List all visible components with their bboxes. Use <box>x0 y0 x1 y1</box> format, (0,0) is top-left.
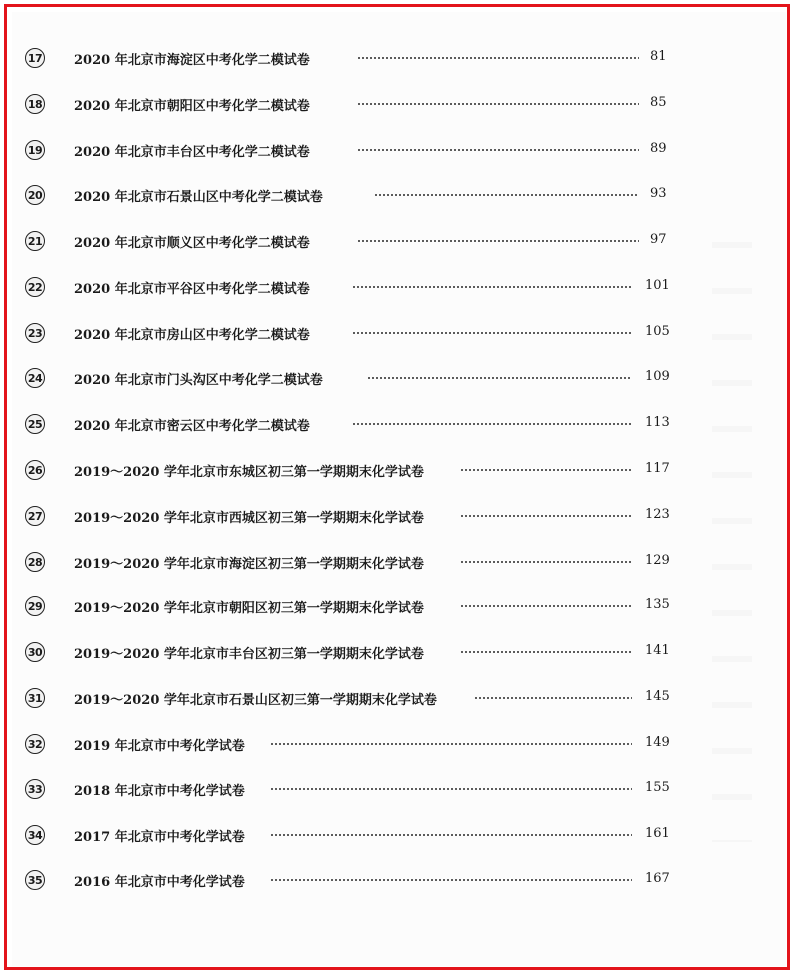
entry-page: 155 <box>645 780 670 795</box>
toc-entry[interactable] <box>12 776 786 808</box>
entry-title: 2019 年北京市中考化学试卷 <box>74 739 245 754</box>
toc-entry[interactable] <box>12 91 786 123</box>
toc-entry[interactable] <box>12 365 786 397</box>
entry-number-badge: 21 <box>25 231 45 251</box>
dot-leader <box>357 57 639 59</box>
entry-title: 2016 年北京市中考化学试卷 <box>74 875 245 890</box>
entry-title: 2020 年北京市石景山区中考化学二模试卷 <box>74 190 323 205</box>
dot-leader <box>460 515 632 517</box>
toc-entry[interactable] <box>12 685 786 717</box>
toc-entry[interactable] <box>12 45 786 77</box>
entry-number-badge: 17 <box>25 48 45 68</box>
entry-number-badge: 26 <box>25 460 45 480</box>
toc-entry[interactable] <box>12 503 786 535</box>
entry-title: 2017 年北京市中考化学试卷 <box>74 830 245 845</box>
entry-page: 117 <box>645 461 670 476</box>
entry-number-badge: 32 <box>25 734 45 754</box>
entry-page: 81 <box>650 49 667 64</box>
dot-leader <box>270 743 632 745</box>
dot-leader <box>460 651 632 653</box>
entry-number-badge: 33 <box>25 779 45 799</box>
dot-leader <box>460 605 632 607</box>
dot-leader <box>460 469 632 471</box>
dot-leader <box>474 697 632 699</box>
entry-title: 2020 年北京市朝阳区中考化学二模试卷 <box>74 99 310 114</box>
entry-number-badge: 24 <box>25 368 45 388</box>
dot-leader <box>270 834 632 836</box>
entry-title: 2019～2020 学年北京市海淀区初三第一学期期末化学试卷 <box>74 557 424 572</box>
dot-leader <box>367 377 632 379</box>
entry-number-badge: 23 <box>25 323 45 343</box>
dot-leader <box>357 103 639 105</box>
entry-page: 135 <box>645 597 670 612</box>
entry-page: 149 <box>645 735 670 750</box>
entry-page: 113 <box>645 415 670 430</box>
entry-title: 2020 年北京市丰台区中考化学二模试卷 <box>74 145 310 160</box>
entry-number-badge: 29 <box>25 596 45 616</box>
entry-title: 2018 年北京市中考化学试卷 <box>74 784 245 799</box>
toc-entry[interactable] <box>12 228 786 260</box>
entry-title: 2020 年北京市顺义区中考化学二模试卷 <box>74 236 310 251</box>
entry-title: 2020 年北京市密云区中考化学二模试卷 <box>74 419 310 434</box>
entry-page: 123 <box>645 507 670 522</box>
entry-page: 89 <box>650 141 667 156</box>
entry-page: 161 <box>645 826 670 841</box>
toc-entry[interactable] <box>12 593 786 625</box>
entry-page: 93 <box>650 186 667 201</box>
dot-leader <box>352 286 632 288</box>
entry-page: 101 <box>645 278 670 293</box>
dot-leader <box>357 149 639 151</box>
entry-number-badge: 34 <box>25 825 45 845</box>
dot-leader <box>357 240 639 242</box>
entry-title: 2019～2020 学年北京市石景山区初三第一学期期末化学试卷 <box>74 693 437 708</box>
toc-entry[interactable] <box>12 549 786 581</box>
entry-title: 2019～2020 学年北京市东城区初三第一学期期末化学试卷 <box>74 465 424 480</box>
entry-page: 145 <box>645 689 670 704</box>
dot-leader <box>374 194 639 196</box>
dot-leader <box>270 879 632 881</box>
entry-number-badge: 27 <box>25 506 45 526</box>
entry-title: 2020 年北京市房山区中考化学二模试卷 <box>74 328 310 343</box>
entry-title: 2019～2020 学年北京市朝阳区初三第一学期期末化学试卷 <box>74 601 424 616</box>
dot-leader <box>460 561 632 563</box>
toc-entry[interactable] <box>12 731 786 763</box>
entry-number-badge: 31 <box>25 688 45 708</box>
toc-entry[interactable] <box>12 182 786 214</box>
entry-number-badge: 25 <box>25 414 45 434</box>
entry-number-badge: 30 <box>25 642 45 662</box>
entry-number-badge: 19 <box>25 140 45 160</box>
entry-page: 109 <box>645 369 670 384</box>
dot-leader <box>352 332 632 334</box>
entry-title: 2020 年北京市平谷区中考化学二模试卷 <box>74 282 310 297</box>
entry-number-badge: 20 <box>25 185 45 205</box>
toc-page <box>12 12 786 966</box>
entry-number-badge: 22 <box>25 277 45 297</box>
entry-page: 97 <box>650 232 667 247</box>
entry-page: 141 <box>645 643 670 658</box>
entry-page: 85 <box>650 95 667 110</box>
entry-page: 129 <box>645 553 670 568</box>
entry-number-badge: 18 <box>25 94 45 114</box>
dot-leader <box>270 788 632 790</box>
entry-title: 2019～2020 学年北京市丰台区初三第一学期期末化学试卷 <box>74 647 424 662</box>
toc-entry[interactable] <box>12 639 786 671</box>
toc-entry[interactable] <box>12 867 786 899</box>
toc-entry[interactable] <box>12 822 786 854</box>
toc-entry[interactable] <box>12 411 786 443</box>
entry-title: 2019～2020 学年北京市西城区初三第一学期期末化学试卷 <box>74 511 424 526</box>
toc-entry[interactable] <box>12 137 786 169</box>
toc-entry[interactable] <box>12 320 786 352</box>
toc-entry[interactable] <box>12 457 786 489</box>
toc-entry[interactable] <box>12 274 786 306</box>
entry-page: 167 <box>645 871 670 886</box>
entry-title: 2020 年北京市门头沟区中考化学二模试卷 <box>74 373 323 388</box>
entry-title: 2020 年北京市海淀区中考化学二模试卷 <box>74 53 310 68</box>
dot-leader <box>352 423 632 425</box>
entry-number-badge: 35 <box>25 870 45 890</box>
entry-number-badge: 28 <box>25 552 45 572</box>
entry-page: 105 <box>645 324 670 339</box>
